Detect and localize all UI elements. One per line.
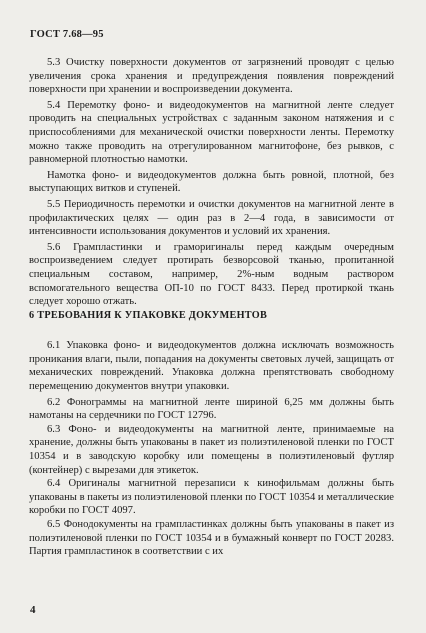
paragraph-6-4: 6.4 Оригиналы магнитной перезаписи к кинофильмам должны быть упакованы в пакеты из полиэтиленовой пленки по ГОСТ 10354 и металлические коробки по ГОСТ 4097. <box>29 478 394 517</box>
paragraph-6-1: 6.1 Упаковка фоно- и видеодокументов должна исключать возможность проникания влаги, пыли, попадания на документы световых лучей, защищать от механических повреждений. Упаковка должна препятствовать свободному перемещению документов внутри упаковки. <box>29 340 394 393</box>
paragraph-6-5: 6.5 Фонодокументы на грампластинках должны быть упакованы в пакет из полиэтиленовой пленки по ГОСТ 10354 и в бумажный конверт по ГОСТ 20283. Партия грампластинок в соответствии с их <box>29 519 394 558</box>
paragraph-5-6: 5.6 Грампластинки и граморигиналы перед каждым очередным воспроизведением следует протирать безворсовой тканью, пропитанной специальным составом, например, 2%-ным водным раствором вспомогательного вещества ОП-10 по ГОСТ 8433. Перед протиркой ткань следует хорошо отжать. <box>29 241 394 308</box>
paragraph-6-2: 6.2 Фонограммы на магнитной ленте шириной 6,25 мм должны быть намотаны на сердечники по ГОСТ 12796. <box>29 396 394 422</box>
document-body <box>29 56 394 559</box>
standard-header: ГОСТ 7.68—95 <box>30 29 104 40</box>
paragraph-6-3: 6.3 Фоно- и видеодокументы на магнитной ленте, принимаемые на хранение, должны быть упакованы в пакет из полиэтиленовой пленки по ГОСТ 10354 и в заводскую коробку или помещены в полиэтиленовый футляр (контейнер) с вырезами для этикеток. <box>29 423 394 476</box>
page-number: 4 <box>30 604 36 616</box>
paragraph-5-4: 5.4 Перемотку фоно- и видеодокументов на магнитной ленте следует проводить на специальных устройствах с заданным законом натяжения и с приспособлениями для механической очистки поверхности ленты. Перемотку можно также проводить на отрегулированном магнитофоне, без рывков, с равномерной плотностью намотки. <box>29 99 394 166</box>
paragraph-winding: Намотка фоно- и видеодокументов должна быть ровной, плотной, без выступающих витков и ступеней. <box>29 169 394 195</box>
paragraph-5-3: 5.3 Очистку поверхности документов от загрязнений проводят с целью увеличения срока хранения и предупреждения появления повреждений поверхности при хранении и воспроизведении документа. <box>29 57 394 96</box>
section-title: 6 ТРЕБОВАНИЯ К УПАКОВКЕ ДОКУМЕНТОВ <box>29 309 268 321</box>
paragraph-5-5: 5.5 Периодичность перемотки и очистки документов на магнитной ленте в профилактических целях — один раз в 2—4 года, в зависимости от интенсивности использования документов и условий их хранения. <box>29 198 394 238</box>
